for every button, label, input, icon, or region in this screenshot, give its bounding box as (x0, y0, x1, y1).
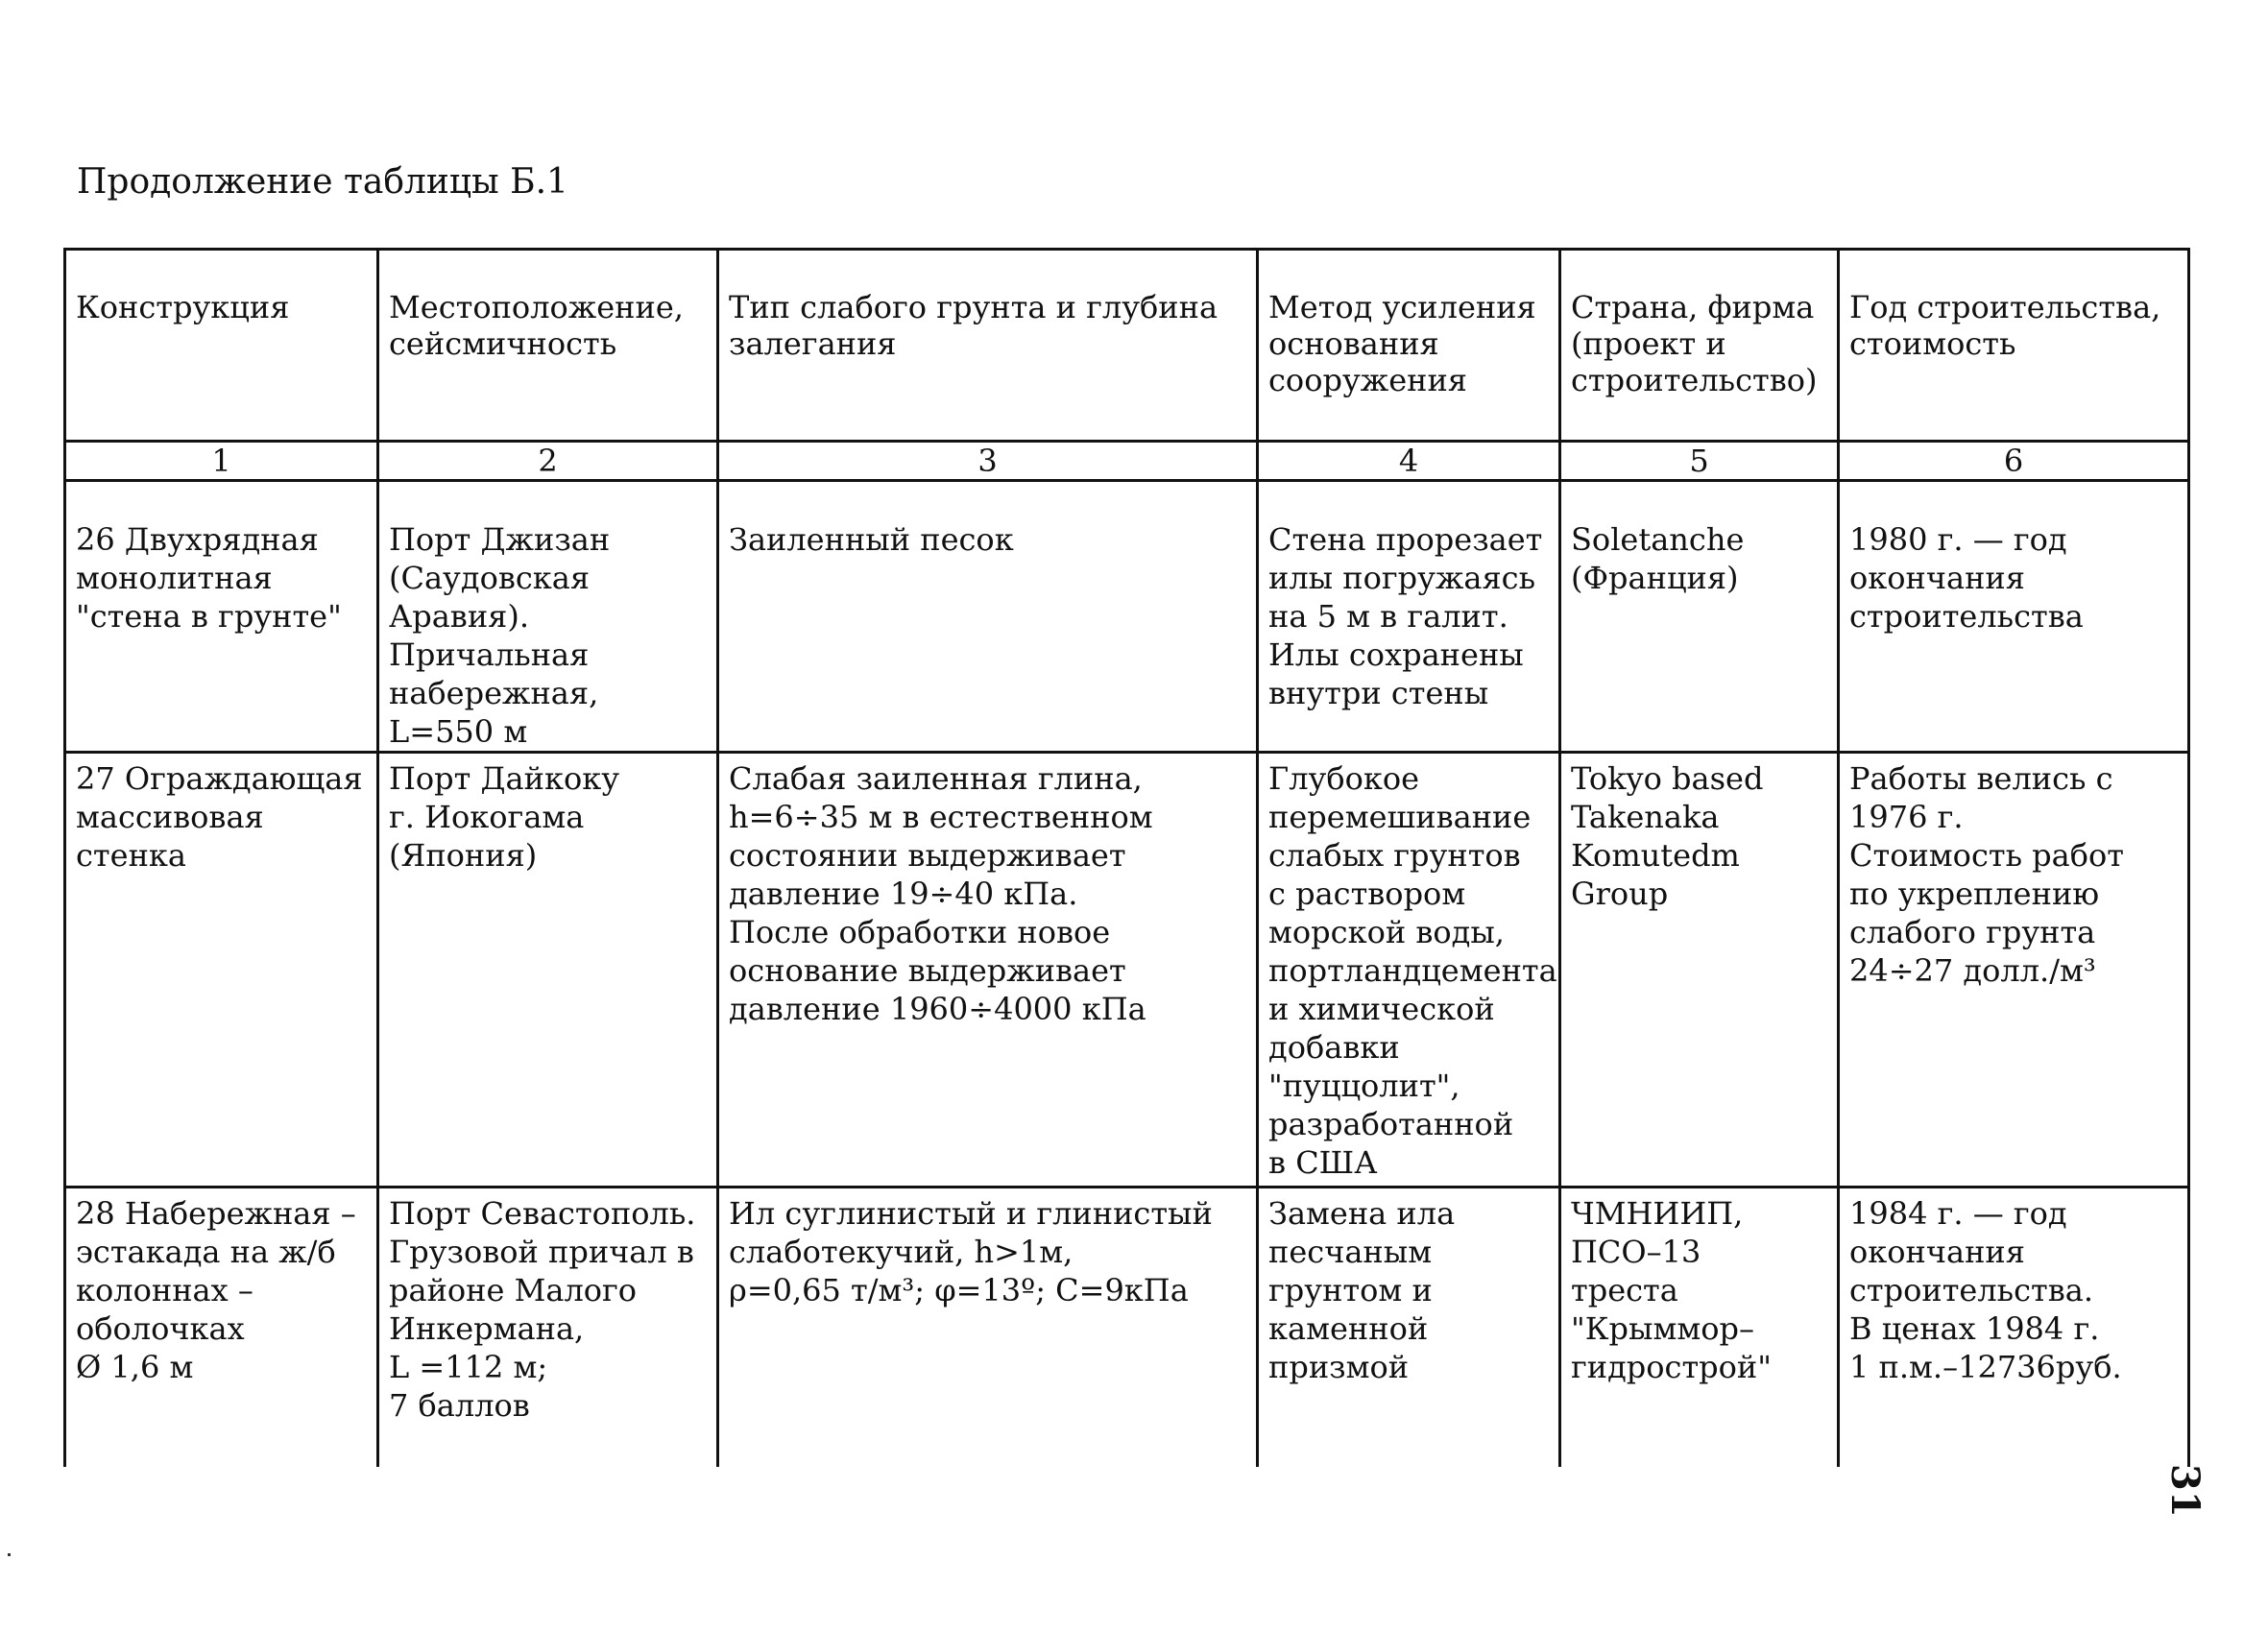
cell-text-line: В ценах 1984 г. (1849, 1310, 2100, 1347)
cell-text-line: г. Иокогама (389, 799, 585, 835)
cell-text-line: (проект и (1571, 325, 1726, 362)
table-cell (1560, 481, 1839, 753)
table-caption: Продолжение таблицы Б.1 (77, 162, 568, 202)
cell-text-line: стоимость (1849, 325, 2016, 362)
cell-text-line: 1 п.м.–12736руб. (1849, 1349, 2122, 1385)
table-cell (378, 1188, 718, 1468)
cell-text-line: массивовая (76, 799, 264, 835)
cell-text-line: Group (1571, 876, 1669, 912)
cell-text-line: Год строительства, (1849, 289, 2161, 325)
cell-text-line: перемешивание (1268, 799, 1532, 835)
cell-text-line: Местоположение, (389, 289, 684, 325)
cell-text-line: строительства (1849, 598, 2084, 635)
table-cell (65, 481, 378, 753)
table-cell (1839, 481, 2189, 753)
header-row (65, 250, 2189, 442)
table-cell (65, 1188, 378, 1468)
table-cell (65, 753, 378, 1188)
cell-text-line: внутри стены (1268, 675, 1489, 711)
column-number-3: 3 (718, 442, 1258, 481)
table-cell (718, 753, 1258, 1188)
cell-text-line: грунтом и (1268, 1272, 1433, 1308)
cell-text-line: Tokyo based (1571, 760, 1764, 797)
cell-text-line: Ø 1,6 м (76, 1349, 194, 1385)
cell-text-line: основание выдерживает (729, 952, 1126, 989)
cell-text-line: в США (1268, 1144, 1378, 1181)
cell-text-line: стенка (76, 837, 186, 874)
cell-text-line: районе Малого (389, 1272, 638, 1308)
table-row (65, 1188, 2189, 1468)
cell-text-line: 1984 г. — год (1849, 1195, 2067, 1232)
table-cell (1839, 1188, 2189, 1468)
cell-text-line: давление 1960÷4000 кПа (729, 991, 1146, 1027)
column-number-2: 2 (378, 442, 718, 481)
table-cell (1560, 753, 1839, 1188)
table-cell (378, 753, 718, 1188)
cell-text-line: h=6÷35 м в естественном (729, 799, 1153, 835)
cell-text-line: Стоимость работ (1849, 837, 2124, 874)
cell-text-line: треста (1571, 1272, 1678, 1308)
column-number-4: 4 (1258, 442, 1560, 481)
column-number-5: 5 (1560, 442, 1839, 481)
cell-text-line: илы погружаясь (1268, 560, 1536, 596)
cell-text-line: 28 Набережная – (76, 1195, 356, 1232)
cell-text-line: 27 Ограждающая (76, 760, 363, 797)
cell-text-line: строительство) (1571, 362, 1818, 398)
cell-text-line: Конструкция (76, 289, 290, 325)
column-header-5 (1560, 250, 1839, 442)
cell-text-line: L=550 м (389, 713, 528, 750)
table-cell (718, 481, 1258, 753)
cell-text-line: Страна, фирма (1571, 289, 1815, 325)
cell-text-line: каменной (1268, 1310, 1429, 1347)
cell-text-line: на 5 м в галит. (1268, 598, 1508, 635)
cell-text-line: состоянии выдерживает (729, 837, 1126, 874)
cell-text-line: по укреплению (1849, 876, 2100, 912)
table-cell (1258, 1188, 1560, 1468)
cell-text-line: Илы сохранены (1268, 636, 1524, 673)
cell-text-line: (Франция) (1571, 560, 1739, 596)
cell-text-line: Порт Джизан (389, 521, 611, 558)
scan-speck (8, 1553, 11, 1556)
cell-text-line: Слабая заиленная глина, (729, 760, 1143, 797)
cell-text-line: Стена прорезает (1268, 521, 1543, 558)
cell-text-line: Порт Севастополь. (389, 1195, 696, 1232)
cell-text-line: давление 19÷40 кПа. (729, 876, 1078, 912)
table-cell (1258, 481, 1560, 753)
cell-text-line: "Крыммор– (1571, 1310, 1754, 1347)
table-cell (718, 1188, 1258, 1468)
cell-text-line: залегания (729, 325, 897, 362)
column-header-1 (65, 250, 378, 442)
cell-text-line: слабого грунта (1849, 914, 2096, 950)
column-header-3 (718, 250, 1258, 442)
cell-text-line: ρ=0,65 т/м³; φ=13º; C=9кПа (729, 1272, 1189, 1308)
cell-text-line: добавки (1268, 1029, 1400, 1066)
cell-text-line: Инкермана, (389, 1310, 585, 1347)
column-number-1: 1 (65, 442, 378, 481)
column-number-6: 6 (1839, 442, 2189, 481)
table-cell (1560, 1188, 1839, 1468)
cell-text-line: Тип слабого грунта и глубина (729, 289, 1218, 325)
cell-text-line: монолитная (76, 560, 273, 596)
cell-text-line: Причальная (389, 636, 590, 673)
cell-text-line: (Саудовская (389, 560, 591, 596)
data-table (63, 248, 2190, 1467)
cell-text-line: слабых грунтов (1268, 837, 1521, 874)
column-header-4 (1258, 250, 1560, 442)
cell-text-line: Soletanche (1571, 521, 1745, 558)
cell-text-line: эстакада на ж/б (76, 1234, 336, 1270)
cell-text-line: "пуццолит", (1268, 1068, 1460, 1104)
cell-text-line: сооружения (1268, 362, 1467, 398)
cell-text-line: слаботекучий, h>1м, (729, 1234, 1074, 1270)
table-row (65, 753, 2189, 1188)
cell-text-line: ЧМНИИП, (1571, 1195, 1744, 1232)
cell-text-line: морской воды, (1268, 914, 1505, 950)
cell-text-line: песчаным (1268, 1234, 1433, 1270)
cell-text-line: строительства. (1849, 1272, 2093, 1308)
cell-text-line: (Япония) (389, 837, 538, 874)
cell-text-line: "стена в грунте" (76, 598, 342, 635)
cell-text-line: 24÷27 долл./м³ (1849, 952, 2096, 989)
cell-text-line: основания (1268, 325, 1439, 362)
cell-text-line: Работы велись с (1849, 760, 2113, 797)
cell-text-line: L =112 м; (389, 1349, 548, 1385)
cell-text-line: и химической (1268, 991, 1495, 1027)
table-cell (1258, 753, 1560, 1188)
cell-text-line: Takenaka (1571, 799, 1720, 835)
cell-text-line: оболочках (76, 1310, 245, 1347)
cell-text-line: 7 баллов (389, 1387, 530, 1424)
cell-text-line: призмой (1268, 1349, 1410, 1385)
cell-text-line: ПСО–13 (1571, 1234, 1701, 1270)
cell-text-line: набережная, (389, 675, 599, 711)
cell-text-line: Грузовой причал в (389, 1234, 694, 1270)
column-header-2 (378, 250, 718, 442)
cell-text-line: 1976 г. (1849, 799, 1964, 835)
cell-text-line: Аравия). (389, 598, 529, 635)
cell-text-line: колоннах – (76, 1272, 253, 1308)
cell-text-line: окончания (1849, 1234, 2025, 1270)
cell-text-line: окончания (1849, 560, 2025, 596)
cell-text-line: Komutedm (1571, 837, 1740, 874)
page-number: 31 (2162, 1464, 2208, 1518)
cell-text-line: Метод усиления (1268, 289, 1536, 325)
cell-text-line: Глубокое (1268, 760, 1420, 797)
cell-text-line: 1980 г. — год (1849, 521, 2067, 558)
cell-text-line: Порт Дайкоку (389, 760, 620, 797)
table-cell (1839, 753, 2189, 1188)
table-cell (378, 481, 718, 753)
column-header-6 (1839, 250, 2189, 442)
cell-text-line: Замена ила (1268, 1195, 1456, 1232)
cell-text-line: 26 Двухрядная (76, 521, 319, 558)
table-row (65, 481, 2189, 753)
cell-text-line: с раствором (1268, 876, 1466, 912)
cell-text-line: Заиленный песок (729, 521, 1014, 558)
cell-text-line: портландцемента (1268, 952, 1557, 989)
cell-text-line: После обработки новое (729, 914, 1111, 950)
cell-text-line: Ил суглинистый и глинистый (729, 1195, 1213, 1232)
cell-text-line: разработанной (1268, 1106, 1514, 1142)
cell-text-line: сейсмичность (389, 325, 617, 362)
column-number-row (65, 442, 2189, 481)
cell-text-line: гидрострой" (1571, 1349, 1772, 1385)
